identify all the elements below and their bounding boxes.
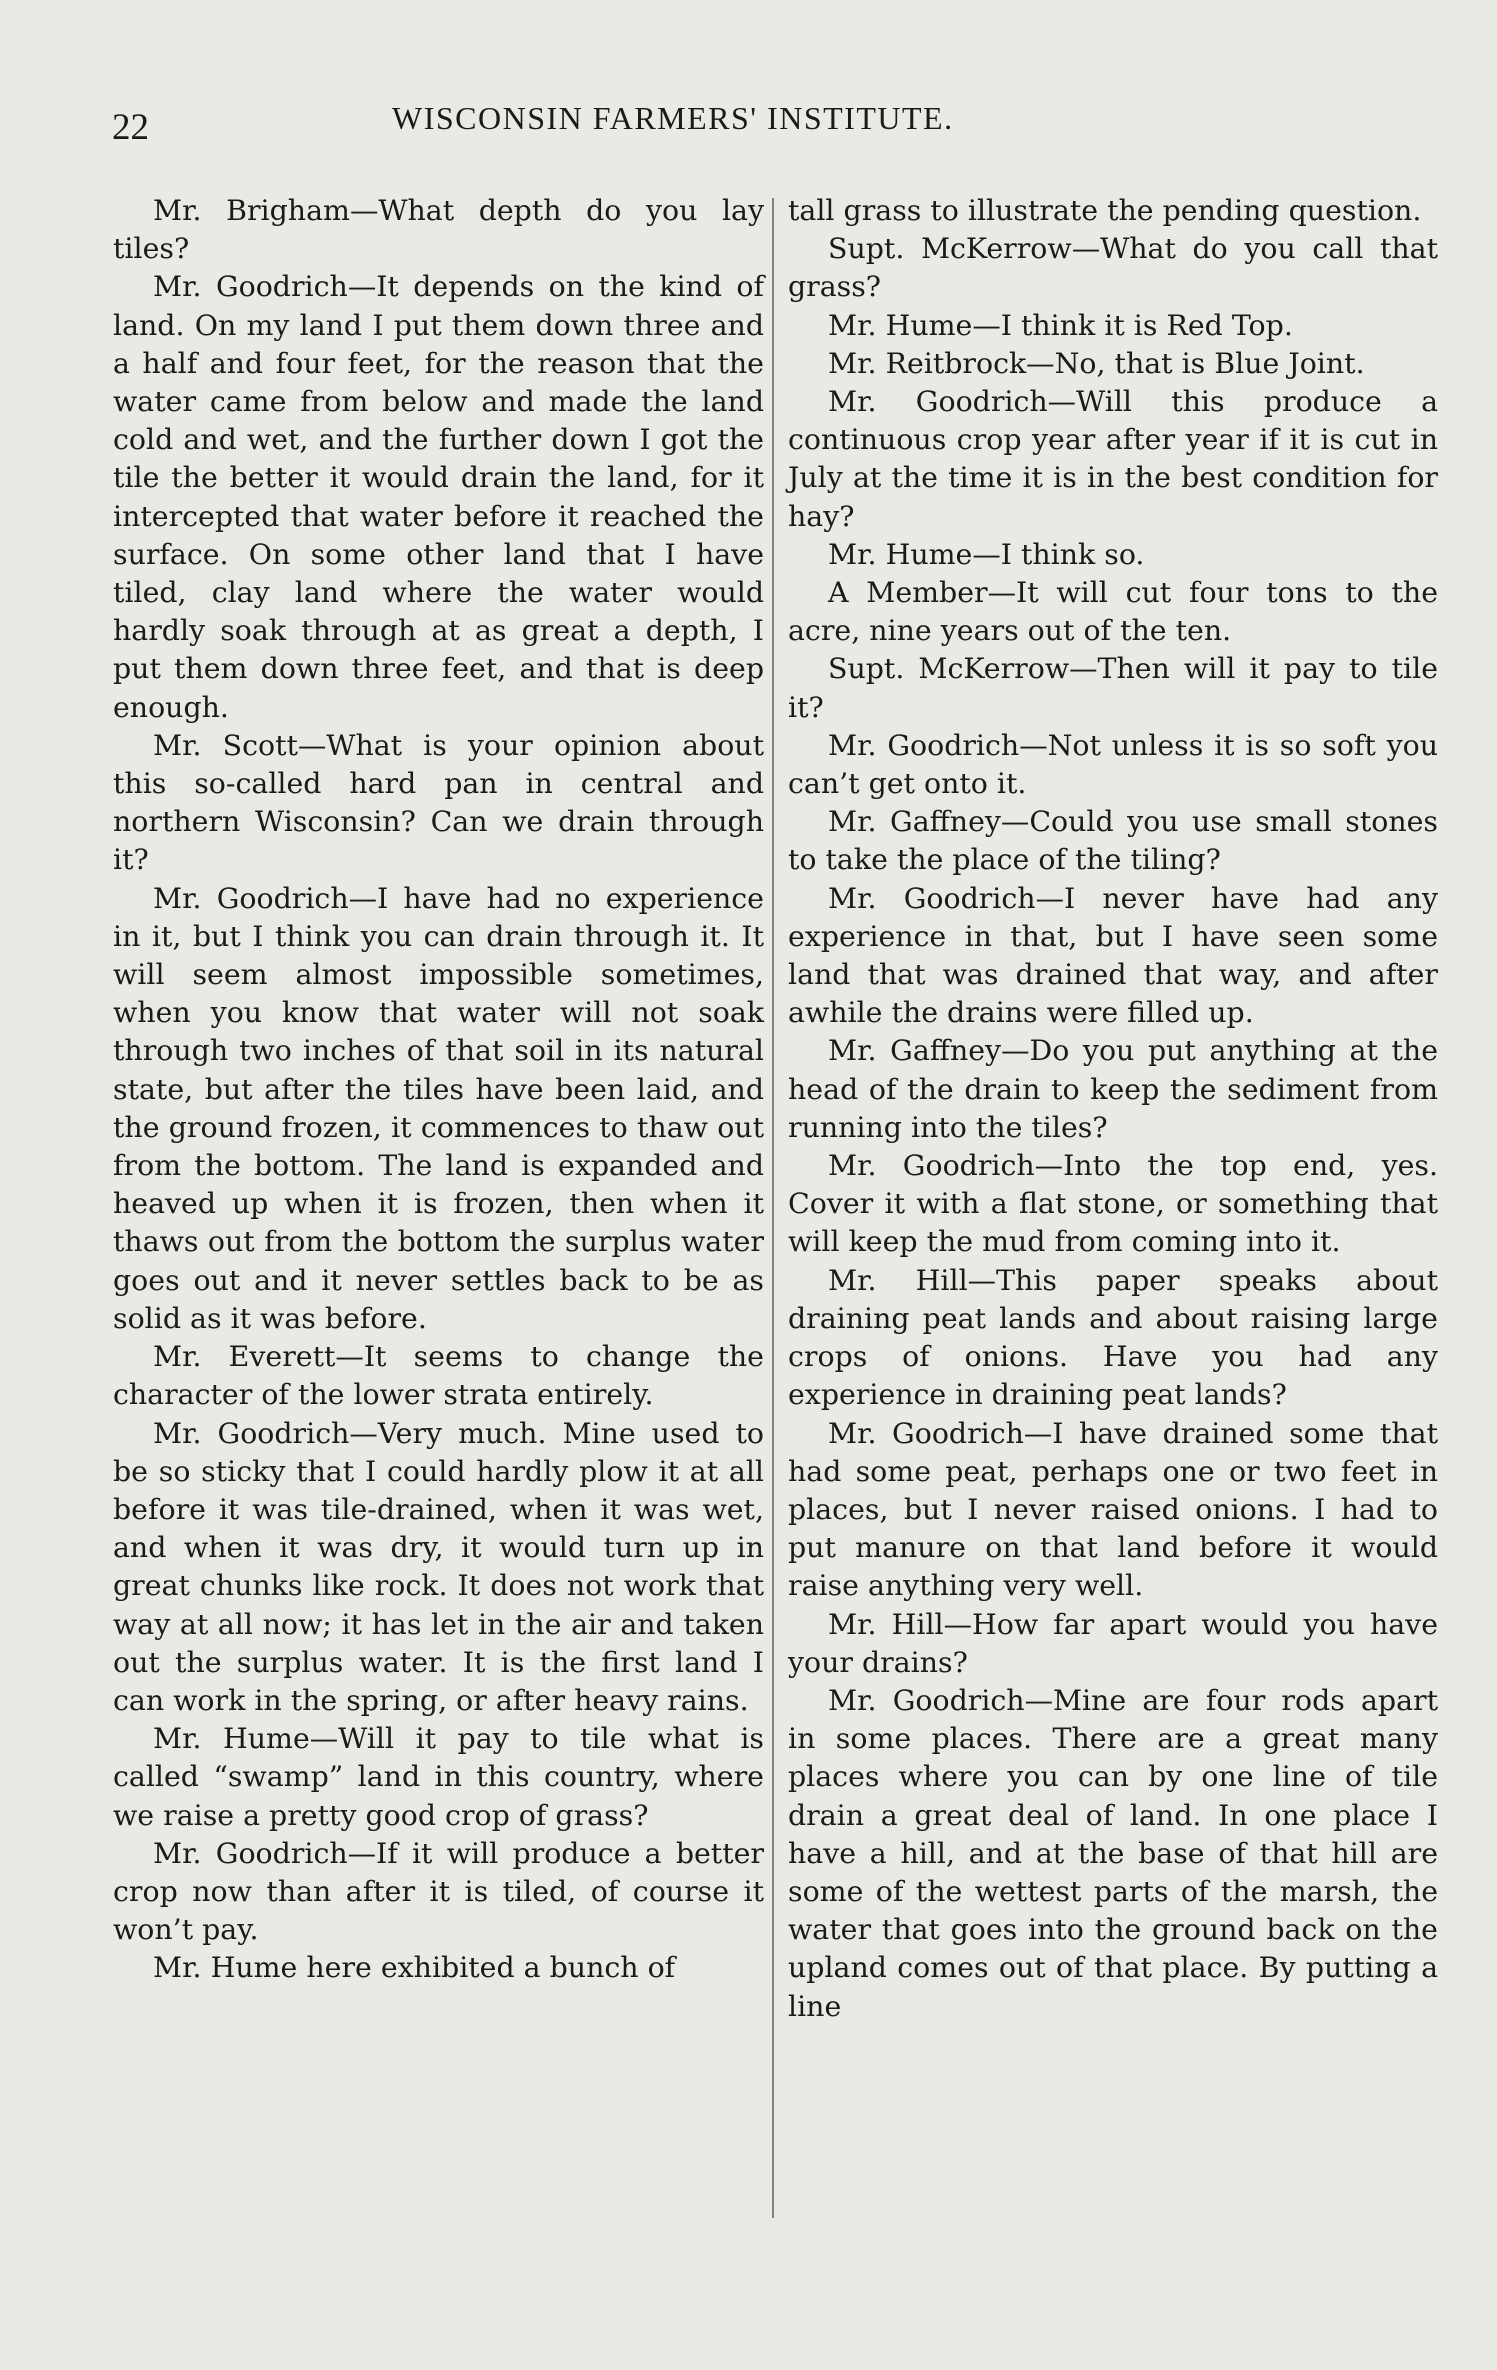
paragraph: Mr. Gaffney—Could you use small stones to take the place of the tiling?: [788, 805, 1438, 877]
paragraph: Mr. Goodrich—Very much. Mine used to be so sticky that I could hardly plow it at all before it was tile-drained, when it was wet, and when it was dry, it would turn up in great chunks like rock. It does not work that way at all now; it has let in the air and taken out the surplus water. It is the first land I can work in the spring, or after heavy rains.: [113, 1416, 764, 1717]
paragraph: Mr. Scott—What is your opinion about this so-called hard pan in central and northern Wisconsin? Can we drain through it?: [113, 728, 764, 877]
paragraph: Mr. Goodrich—Not unless it is so soft you can’t get onto it.: [788, 728, 1438, 801]
right-column: [788, 192, 1438, 2026]
paragraph: Mr. Goodrich—It depends on the kind of land. On my land I put them down three and a half and four feet, for the reason that the water came from below and made the land cold and wet, and the further down I got the tile the better it would drain the land, for it intercepted that water before it reached the surface. On some other land that I have tiled, clay land where the water would hardly soak through at as great a depth, I put them down three feet, and that is deep enough.: [113, 270, 764, 724]
paragraph: tall grass to illustrate the pending question.: [788, 194, 1422, 227]
left-column: [113, 192, 764, 1988]
column-divider: [772, 198, 774, 2218]
paragraph: A Member—It will cut four tons to the acre, nine years out of the ten.: [788, 576, 1438, 648]
paragraph: Mr. Hume—Will it pay to tile what is called “swamp” land in this country, where we raise a pretty good crop of grass?: [113, 1722, 764, 1832]
paragraph: Mr. Goodrich—Into the top end, yes. Cover it with a flat stone, or something that will keep the mud from coming into it.: [788, 1149, 1438, 1259]
paragraph: Supt. McKerrow—What do you call that grass?: [788, 232, 1438, 304]
paragraph: Mr. Goodrich—If it will produce a better crop now than after it is tiled, of course it won’t pay.: [113, 1836, 764, 1947]
paragraph: Mr. Brigham—What depth do you lay tiles?: [113, 194, 764, 266]
paragraph: Mr. Hume here exhibited a bunch of: [153, 1951, 676, 1985]
paragraph: Mr. Gaffney—Do you put anything at the head of the drain to keep the sediment from running into the tiles?: [788, 1034, 1438, 1144]
page-number: 22: [112, 107, 149, 148]
paragraph: Mr. Hill—This paper speaks about draining peat lands and about raising large crops of onions. Have you had any experience in draining peat lands?: [788, 1263, 1438, 1412]
paragraph: Mr. Everett—It seems to change the character of the lower strata entirely.: [113, 1340, 764, 1412]
paragraph: Mr. Reitbrock—No, that is Blue Joint.: [828, 346, 1365, 380]
paragraph: Mr. Hill—How far apart would you have your drains?: [788, 1607, 1438, 1679]
page-header: [112, 100, 1442, 152]
paragraph: Mr. Goodrich—I have had no experience in it, but I think you can drain through it. It will seem almost impossible sometimes, when you know that water will not soak through two inches of that soil in its natural state, but after the tiles have been laid, and the ground frozen, it commences to thaw out from the bottom. The land is expanded and heaved up when it is frozen, then when it thaws out from the bottom the surplus water goes out and it never settles back to be as solid as it was before.: [113, 881, 764, 1335]
paragraph: Mr. Goodrich—Will this produce a continuous crop year after year if it is cut in July at the time it is in the best condition for hay?: [788, 385, 1438, 533]
running-head: WISCONSIN FARMERS' INSTITUTE.: [392, 100, 954, 136]
paragraph: Supt. McKerrow—Then will it pay to tile it?: [788, 652, 1438, 724]
paragraph: Mr. Hume—I think so.: [828, 537, 1145, 571]
paragraph: Mr. Goodrich—I never have had any experience in that, but I have seen some land that was drained that way, and after awhile the drains were filled up.: [788, 881, 1438, 1030]
paragraph: Mr. Hume—I think it is Red Top.: [828, 308, 1293, 342]
paragraph: Mr. Goodrich—I have drained some that had some peat, perhaps one or two feet in places, but I never raised onions. I had to put manure on that land before it would raise anything very well.: [788, 1416, 1438, 1603]
paragraph: Mr. Goodrich—Mine are four rods apart in some places. There are a great many places where you can by one line of tile drain a great deal of land. In one place I have a hill, and at the base of that hill are some of the wettest parts of the marsh, the water that goes into the ground back on the upland comes out of that place. By putting a line: [788, 1683, 1438, 2023]
